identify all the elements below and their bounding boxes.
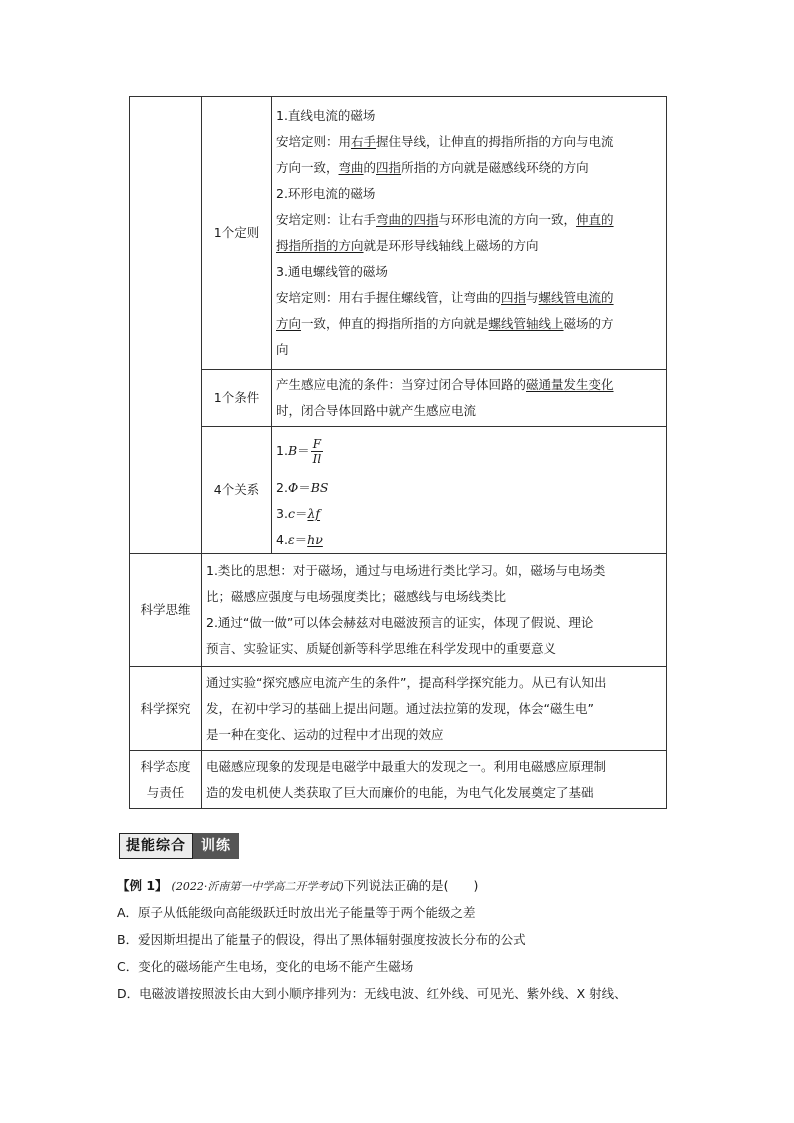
text-run: 就是环形导线轴线上磁场的方向	[363, 238, 539, 253]
text-run: 一致，伸直的拇指所指的方向就是	[301, 316, 489, 331]
law-label: 1个定则	[202, 97, 272, 370]
option-d: D．电磁波谱按照波长由大到小顺序排列为：无线电波、红外线、可见光、紫外线、X 射线、	[117, 986, 627, 1001]
text-line	[276, 103, 662, 129]
underlined-text: 右手	[351, 134, 377, 149]
text-run: 方向一致，	[276, 160, 339, 175]
underlined-text: 四指	[501, 290, 527, 305]
section-tag	[119, 833, 239, 859]
text-run: 安培定则：让右手	[276, 212, 377, 227]
relation-row	[130, 427, 667, 554]
text-run: 3.通电螺线管的磁场	[276, 264, 388, 279]
underlined-text: 伸直的	[576, 212, 614, 227]
text-run: 1.直线电流的磁场	[276, 108, 376, 123]
question-stem	[117, 876, 677, 897]
fraction: $\frac{F}{Il}$	[312, 437, 322, 466]
condition-label: 1个条件	[202, 370, 272, 427]
inquiry-content: 通过实验“探究感应电流产生的条件”，提高科学探究能力。从已有认知出 发，在初中学习的基础上提出问题。通过法拉第的发现，体会“磁生电” 是一种在变化、运动的过程中才出现的效应	[202, 667, 667, 751]
question-source: (2022·沂南第一中学高二开学考试)	[171, 880, 344, 893]
option-b: B．爱因斯坦提出了能量子的假设，得出了黑体辐射强度按波长分布的公式	[117, 932, 526, 947]
text-run: 磁场的方	[563, 316, 614, 331]
text-line	[276, 337, 662, 363]
inquiry-label: 科学探究	[130, 667, 202, 751]
option-a: A．原子从低能级向高能级跃迁时放出光子能量等于两个能级之差	[117, 905, 476, 920]
text-line	[276, 207, 662, 233]
underlined-text: 螺线管电流的	[538, 290, 614, 305]
law-row	[130, 97, 667, 370]
text-line	[276, 129, 662, 155]
thinking-label: 科学思维	[130, 554, 202, 667]
text-run: 时，闭合导体回路中就产生感应电流	[276, 403, 477, 418]
example-label: 【例 1】	[117, 878, 168, 893]
underlined-text: 拇指所指的方向	[276, 238, 364, 253]
thinking-content: 1.类比的思想：对于磁场，通过与电场进行类比学习。如，磁场与电场类 比；磁感应强度与电场强度类比；磁感线与电场线类比 2.通过“做一做”可以体会赫兹对电磁波预言的证实，体现了假说、理论 预言、实验证实、质疑创新等科学思维在科学发现中的重要意义	[202, 554, 667, 667]
relation-2: 2.Φ＝BS	[276, 480, 329, 495]
underlined-text: 螺线管轴线上	[488, 316, 564, 331]
text-line	[276, 398, 662, 424]
attitude-label: 科学态度 与责任	[130, 751, 202, 809]
underlined-text: 四指	[376, 160, 402, 175]
condition-row	[130, 370, 667, 427]
text-line	[276, 181, 662, 207]
underlined-text: 方向	[276, 316, 302, 331]
underlined-text: 磁通量发生变化	[526, 377, 614, 392]
thinking-row	[130, 554, 667, 667]
text-run: 与环形电流的方向一致，	[438, 212, 577, 227]
relation-1: 1.B＝ $\frac{F}{Il}$	[276, 437, 322, 466]
question-text: 下列说法正确的是( )	[343, 878, 479, 893]
summary-table	[129, 96, 667, 809]
text-line	[276, 155, 662, 181]
text-run: 与	[526, 290, 539, 305]
text-line	[276, 285, 662, 311]
category-cell-empty	[130, 97, 202, 554]
text-line	[276, 311, 662, 337]
text-run: 向	[276, 342, 289, 357]
condition-content	[272, 370, 667, 427]
relation-content	[272, 427, 667, 554]
attitude-content: 电磁感应现象的发现是电磁学中最重大的发现之一。利用电磁感应原理制 造的发电机使人类获取了巨大而廉价的电能，为电气化发展奠定了基础	[202, 751, 667, 809]
section-tag-title: 提能综合	[119, 833, 193, 859]
text-run: 的	[363, 160, 377, 175]
text-run: 安培定则：用右手握住螺线管，让弯曲的	[276, 290, 502, 305]
underlined-text: 弯曲	[338, 160, 364, 175]
text-run: 安培定则：用	[276, 134, 352, 149]
section-tag-suffix: 训练	[193, 833, 239, 859]
text-line	[276, 233, 662, 259]
inquiry-row	[130, 667, 667, 751]
text-run: 产生感应电流的条件：当穿过闭合导体回路的	[276, 377, 527, 392]
underlined-text: 弯曲的四指	[376, 212, 439, 227]
attitude-row	[130, 751, 667, 809]
text-run: 2.环形电流的磁场	[276, 186, 376, 201]
text-line	[276, 259, 662, 285]
relation-label: 4个关系	[202, 427, 272, 554]
relation-4: 4.ε＝hν	[276, 532, 323, 547]
text-run: 所指的方向就是磁感线环绕的方向	[401, 160, 589, 175]
text-run: 握住导线，让伸直的拇指所指的方向与电流	[376, 134, 614, 149]
text-line	[276, 372, 662, 398]
relation-3: 3.c＝λf	[276, 506, 321, 521]
law-content	[272, 97, 667, 370]
option-c: C．变化的磁场能产生电场，变化的电场不能产生磁场	[117, 959, 414, 974]
